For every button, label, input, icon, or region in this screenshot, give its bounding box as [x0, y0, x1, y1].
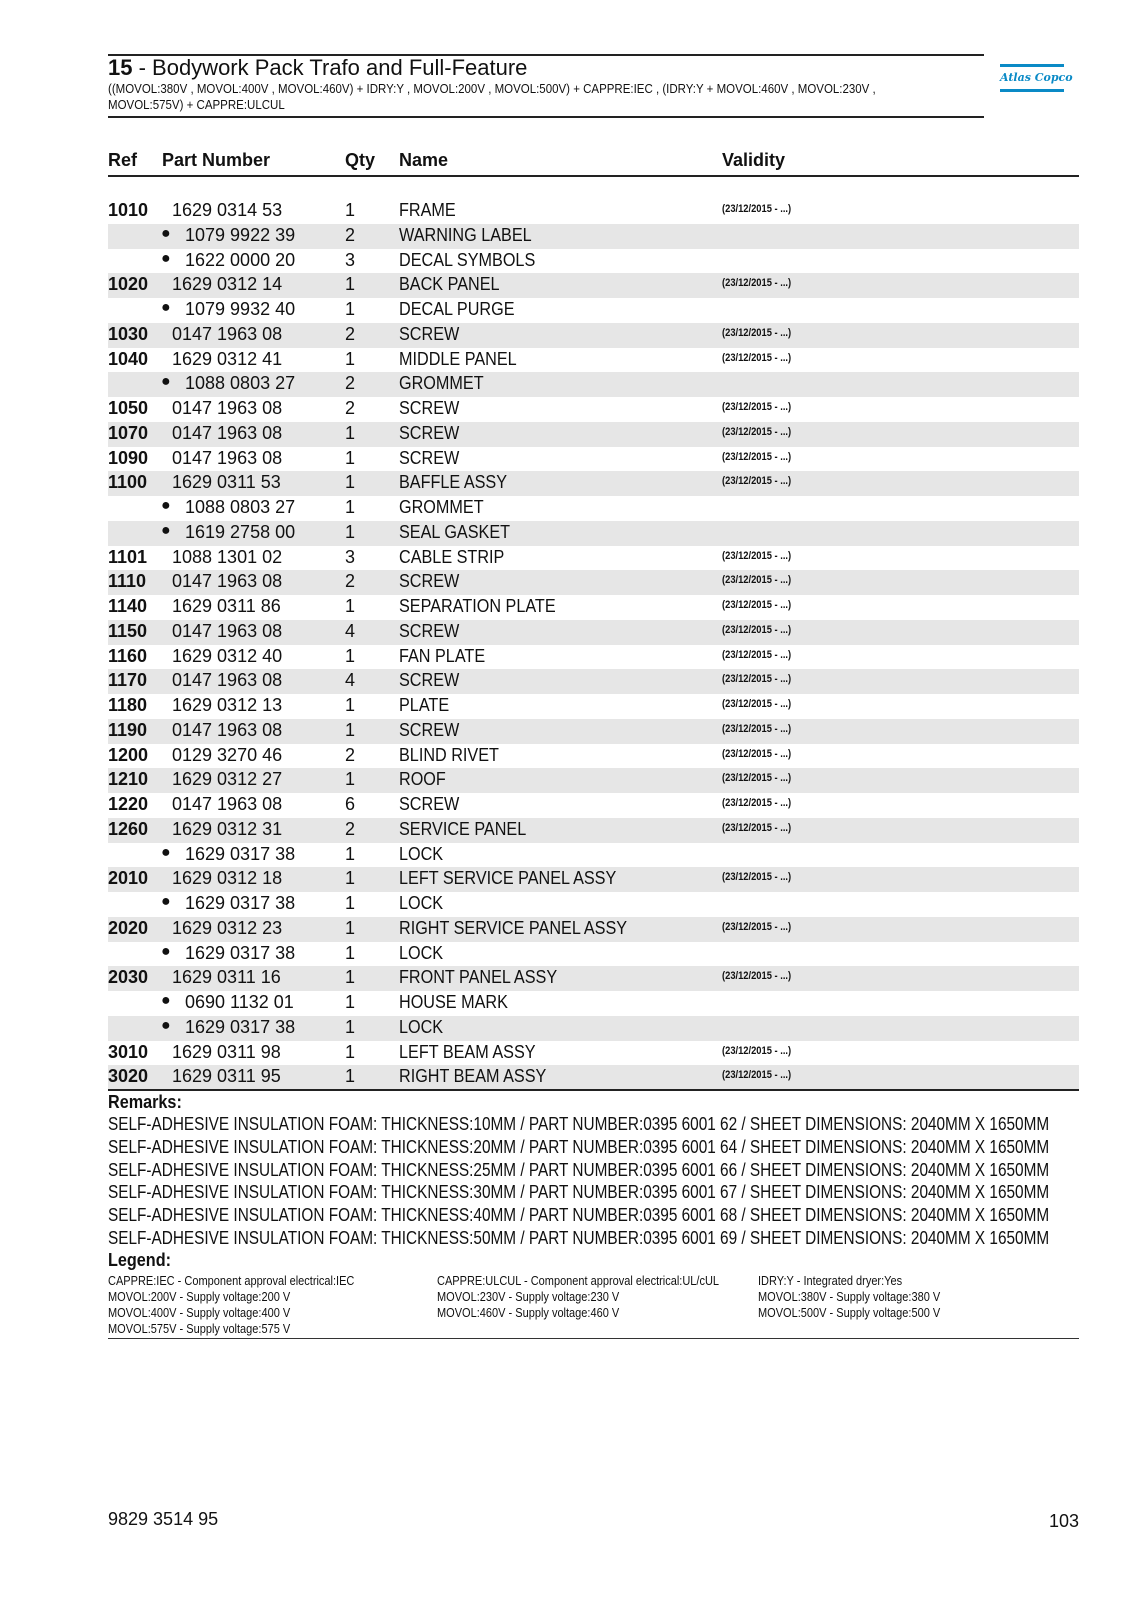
part-row [108, 422, 1079, 447]
document-number: 9829 3514 95 [108, 1509, 219, 1529]
qty-cell: 1 [345, 1066, 356, 1087]
part-number-cell: 1629 0312 41 [172, 348, 283, 369]
part-number-cell: 0147 1963 08 [172, 323, 283, 344]
qty-cell: 1 [345, 719, 356, 740]
parts-table [108, 199, 1079, 1090]
name-cell: HOUSE MARK [399, 992, 508, 1012]
legend-item: MOVOL:500V - Supply voltage:500 V [758, 1306, 941, 1320]
part-row [108, 669, 1079, 694]
page-subtitle: ((MOVOL:380V , MOVOL:400V , MOVOL:460V) + IDRY:Y , MOVOL:200V , MOVOL:500V) + CAPPRE:IEC , (IDRY:Y + MOVOL:460V , MOVOL:230V , MOVOL:575V) + CAPPRE:ULCUL [108, 82, 876, 112]
name-cell: LOCK [399, 893, 444, 913]
part-number-cell: 1629 0312 23 [172, 917, 283, 938]
part-number-cell: 0147 1963 08 [172, 422, 283, 443]
sub-part-row [108, 521, 1079, 546]
sub-part-row [108, 942, 1079, 967]
validity-cell: (23/12/2015 - ...) [722, 722, 792, 735]
validity-cell: (23/12/2015 - ...) [722, 203, 792, 215]
part-row [108, 595, 1079, 620]
sub-part-row [108, 496, 1079, 521]
sub-part-row [108, 1016, 1079, 1041]
part-number-cell: 1622 0000 20 [185, 249, 296, 270]
name-cell: GROMMET [399, 373, 484, 394]
sub-part-row [108, 249, 1079, 274]
bullet-icon: ● [161, 1016, 171, 1034]
part-row [108, 694, 1079, 719]
col-header-ref: Ref [108, 150, 138, 170]
part-row [108, 744, 1079, 769]
qty-cell: 1 [345, 992, 356, 1012]
ref-cell: 1020 [108, 274, 149, 295]
header-bottom-rule [108, 116, 984, 118]
part-row [108, 546, 1079, 571]
part-row [108, 966, 1079, 991]
qty-cell: 1 [345, 1041, 356, 1062]
col-header-name: Name [399, 150, 449, 170]
qty-cell: 1 [345, 447, 356, 468]
name-cell: SCREW [399, 447, 460, 468]
legend-item: MOVOL:230V - Supply voltage:230 V [437, 1290, 620, 1304]
part-row [108, 867, 1079, 892]
part-row [108, 471, 1079, 496]
name-cell: WARNING LABEL [399, 224, 532, 245]
ref-cell: 2020 [108, 917, 149, 938]
name-cell: DECAL PURGE [399, 299, 515, 319]
ref-cell: 1260 [108, 818, 149, 839]
part-number-cell: 0147 1963 08 [172, 447, 283, 468]
part-number-cell: 1088 0803 27 [185, 373, 296, 394]
qty-cell: 6 [345, 794, 356, 814]
part-number-cell: 1629 0311 16 [172, 967, 281, 988]
section-number: 15 [108, 55, 133, 80]
legend-item: MOVOL:460V - Supply voltage:460 V [437, 1306, 620, 1320]
name-cell: CABLE STRIP [399, 546, 505, 567]
ref-cell: 1070 [108, 422, 149, 443]
part-row [108, 397, 1079, 422]
part-number-cell: 0147 1963 08 [172, 719, 283, 740]
validity-cell: (23/12/2015 - ...) [722, 599, 792, 611]
qty-cell: 1 [345, 769, 356, 790]
validity-cell: (23/12/2015 - ...) [722, 326, 792, 339]
remarks-list [108, 1114, 1108, 1251]
part-number-cell: 0147 1963 08 [172, 571, 283, 592]
qty-cell: 1 [345, 942, 356, 963]
name-cell: FRAME [399, 200, 456, 220]
validity-cell: (23/12/2015 - ...) [722, 673, 792, 686]
remark-line: SELF-ADHESIVE INSULATION FOAM: THICKNESS:50MM / PART NUMBER:0395 6001 69 / SHEET DIMENSIONS: 2040MM X 1650MM [108, 1227, 1050, 1248]
ref-cell: 1050 [108, 398, 149, 418]
part-row [108, 1065, 1079, 1090]
name-cell: RIGHT BEAM ASSY [399, 1066, 547, 1087]
validity-cell: (23/12/2015 - ...) [722, 772, 792, 785]
ref-cell: 1100 [108, 472, 148, 493]
legend-bottom-rule [108, 1338, 1079, 1339]
qty-cell: 1 [345, 868, 356, 889]
atlas-copco-logo [1000, 64, 1073, 92]
name-cell: RIGHT SERVICE PANEL ASSY [399, 917, 628, 938]
qty-cell: 1 [345, 645, 356, 666]
name-cell: SERVICE PANEL [399, 818, 527, 839]
name-cell: LOCK [399, 843, 444, 864]
part-number-cell: 1629 0311 86 [172, 596, 281, 616]
part-number-cell: 1079 9922 39 [185, 224, 296, 245]
part-number-cell: 0147 1963 08 [172, 794, 283, 814]
name-cell: SCREW [399, 719, 460, 740]
qty-cell: 3 [345, 546, 356, 567]
part-row [108, 323, 1079, 348]
part-row [108, 620, 1079, 645]
ref-cell: 1090 [108, 447, 149, 468]
part-number-cell: 0690 1132 01 [185, 992, 294, 1012]
remark-line: SELF-ADHESIVE INSULATION FOAM: THICKNESS:40MM / PART NUMBER:0395 6001 68 / SHEET DIMENSIONS: 2040MM X 1650MM [108, 1205, 1050, 1226]
validity-cell: (23/12/2015 - ...) [722, 821, 792, 834]
ref-cell: 1180 [108, 695, 148, 715]
part-number-cell: 1629 0317 38 [185, 893, 296, 913]
col-header-part-number: Part Number [162, 150, 271, 170]
legend-item: MOVOL:380V - Supply voltage:380 V [758, 1290, 941, 1304]
part-row [108, 447, 1079, 472]
part-number-cell: 0147 1963 08 [172, 670, 283, 691]
part-row [108, 719, 1079, 744]
name-cell: SCREW [399, 422, 460, 443]
remark-line: SELF-ADHESIVE INSULATION FOAM: THICKNESS:20MM / PART NUMBER:0395 6001 64 / SHEET DIMENSIONS: 2040MM X 1650MM [108, 1136, 1050, 1157]
sub-part-row [108, 991, 1079, 1016]
validity-cell: (23/12/2015 - ...) [722, 970, 792, 983]
validity-cell: (23/12/2015 - ...) [722, 549, 792, 562]
ref-cell: 1101 [108, 546, 148, 567]
validity-cell: (23/12/2015 - ...) [722, 475, 792, 488]
validity-cell: (23/12/2015 - ...) [722, 450, 792, 463]
sub-part-row [108, 372, 1079, 397]
part-row [108, 199, 1079, 224]
part-number-cell: 0147 1963 08 [172, 620, 283, 641]
name-cell: SCREW [399, 670, 460, 691]
ref-cell: 3020 [108, 1066, 149, 1087]
ref-cell: 2030 [108, 967, 149, 988]
name-cell: PLATE [399, 695, 450, 715]
part-number-cell: 0147 1963 08 [172, 398, 283, 418]
ref-cell: 2010 [108, 868, 149, 889]
part-number-cell: 1629 0317 38 [185, 843, 296, 864]
name-cell: DECAL SYMBOLS [399, 249, 536, 270]
qty-cell: 2 [345, 323, 356, 344]
part-number-cell: 1629 0312 14 [172, 274, 283, 295]
part-row [108, 645, 1079, 670]
name-cell: FRONT PANEL ASSY [399, 967, 558, 988]
ref-cell: 1010 [108, 200, 149, 220]
qty-cell: 1 [345, 521, 356, 542]
name-cell: SCREW [399, 620, 460, 641]
qty-cell: 2 [345, 818, 356, 839]
ref-cell: 1160 [108, 645, 148, 666]
bullet-icon: ● [161, 843, 171, 861]
validity-cell: (23/12/2015 - ...) [722, 1044, 792, 1057]
validity-cell: (23/12/2015 - ...) [722, 920, 792, 933]
name-cell: SCREW [399, 794, 460, 814]
page-title [108, 55, 527, 81]
part-row [108, 768, 1079, 793]
qty-cell: 1 [345, 274, 356, 295]
qty-cell: 2 [345, 373, 356, 394]
legend-item: MOVOL:400V - Supply voltage:400 V [108, 1306, 291, 1320]
part-number-cell: 1629 0311 98 [172, 1041, 281, 1062]
remark-line: SELF-ADHESIVE INSULATION FOAM: THICKNESS:30MM / PART NUMBER:0395 6001 67 / SHEET DIMENSIONS: 2040MM X 1650MM [108, 1182, 1050, 1203]
validity-cell: (23/12/2015 - ...) [722, 648, 792, 661]
qty-cell: 1 [345, 422, 356, 443]
part-row [108, 917, 1079, 942]
legend-item: CAPPRE:IEC - Component approval electrical:IEC [108, 1274, 355, 1288]
legend-item: MOVOL:575V - Supply voltage:575 V [108, 1322, 291, 1336]
bullet-icon: ● [161, 224, 171, 242]
part-number-cell: 1629 0312 40 [172, 645, 283, 666]
sub-part-row [108, 224, 1079, 249]
part-number-cell: 1629 0317 38 [185, 942, 296, 963]
qty-cell: 1 [345, 967, 356, 988]
part-number-cell: 1629 0312 13 [172, 695, 283, 715]
qty-cell: 2 [345, 571, 356, 592]
bullet-icon: ● [161, 942, 171, 960]
legend-item: CAPPRE:ULCUL - Component approval electrical:UL/cUL [437, 1274, 720, 1288]
validity-cell: (23/12/2015 - ...) [722, 1069, 792, 1082]
name-cell: LOCK [399, 1016, 444, 1037]
sub-part-row [108, 892, 1079, 917]
part-number-cell: 0129 3270 46 [172, 744, 283, 765]
qty-cell: 4 [345, 670, 356, 691]
part-number-cell: 1629 0311 95 [172, 1066, 281, 1087]
name-cell: ROOF [399, 769, 446, 790]
ref-cell: 1170 [108, 670, 148, 691]
ref-cell: 1110 [108, 571, 147, 592]
ref-cell: 1040 [108, 348, 149, 369]
name-cell: LOCK [399, 942, 444, 963]
name-cell: GROMMET [399, 497, 484, 517]
part-number-cell: 1629 0314 53 [172, 200, 283, 220]
ref-cell: 1150 [108, 620, 148, 641]
ref-cell: 3010 [108, 1041, 149, 1062]
part-number-cell: 1088 1301 02 [172, 546, 283, 567]
validity-cell: (23/12/2015 - ...) [722, 747, 792, 760]
bullet-icon: ● [161, 992, 171, 1009]
legend-title: Legend: [108, 1250, 171, 1270]
part-number-cell: 1088 0803 27 [185, 497, 296, 517]
part-row [108, 273, 1079, 298]
name-cell: LEFT SERVICE PANEL ASSY [399, 868, 617, 889]
col-header-qty: Qty [345, 150, 376, 170]
name-cell: SCREW [399, 323, 460, 344]
legend-item: MOVOL:200V - Supply voltage:200 V [108, 1290, 291, 1304]
qty-cell: 2 [345, 224, 356, 245]
bullet-icon: ● [161, 497, 171, 514]
part-number-cell: 1629 0312 18 [172, 868, 283, 889]
name-cell: SCREW [399, 398, 460, 418]
remark-line: SELF-ADHESIVE INSULATION FOAM: THICKNESS:10MM / PART NUMBER:0395 6001 62 / SHEET DIMENSIONS: 2040MM X 1650MM [108, 1114, 1050, 1134]
legend-item: IDRY:Y - Integrated dryer:Yes [758, 1274, 903, 1288]
validity-cell: (23/12/2015 - ...) [722, 574, 792, 587]
validity-cell: (23/12/2015 - ...) [722, 623, 792, 636]
bullet-icon: ● [161, 249, 171, 267]
table-bottom-rule [108, 1089, 1079, 1091]
validity-cell: (23/12/2015 - ...) [722, 871, 792, 884]
name-cell: BACK PANEL [399, 274, 500, 295]
name-cell: BAFFLE ASSY [399, 472, 508, 493]
qty-cell: 1 [345, 348, 356, 369]
qty-cell: 1 [345, 893, 356, 913]
qty-cell: 1 [345, 917, 356, 938]
qty-cell: 2 [345, 744, 356, 765]
qty-cell: 1 [345, 695, 356, 715]
validity-cell: (23/12/2015 - ...) [722, 401, 792, 413]
ref-cell: 1190 [108, 719, 148, 740]
name-cell: FAN PLATE [399, 645, 486, 666]
name-cell: SCREW [399, 571, 460, 592]
logo-text: Atlas Copco [1000, 71, 1073, 84]
qty-cell: 1 [345, 497, 356, 517]
part-row [108, 570, 1079, 595]
logo-top-bar [1000, 64, 1064, 67]
validity-cell: (23/12/2015 - ...) [722, 698, 792, 710]
part-row [108, 818, 1079, 843]
section-title: - Bodywork Pack Trafo and Full-Feature [132, 55, 528, 80]
part-number-cell: 1629 0311 53 [172, 472, 281, 493]
qty-cell: 2 [345, 398, 356, 418]
validity-cell: (23/12/2015 - ...) [722, 277, 792, 290]
part-number-cell: 1079 9932 40 [185, 299, 296, 319]
remarks-title: Remarks: [108, 1092, 182, 1112]
part-number-cell: 1629 0312 31 [172, 818, 283, 839]
name-cell: SEAL GASKET [399, 521, 511, 542]
name-cell: LEFT BEAM ASSY [399, 1041, 536, 1062]
part-row [108, 1041, 1079, 1066]
name-cell: MIDDLE PANEL [399, 348, 517, 369]
qty-cell: 1 [345, 200, 356, 220]
qty-cell: 1 [345, 843, 356, 864]
qty-cell: 1 [345, 472, 356, 493]
bullet-icon: ● [161, 521, 171, 539]
qty-cell: 1 [345, 1016, 356, 1037]
part-row [108, 793, 1079, 818]
ref-cell: 1200 [108, 744, 149, 765]
validity-cell: (23/12/2015 - ...) [722, 351, 792, 364]
logo-bottom-bar [1000, 89, 1064, 92]
bullet-icon: ● [161, 299, 171, 316]
col-header-rule [108, 175, 1079, 177]
validity-cell: (23/12/2015 - ...) [722, 797, 792, 809]
bullet-icon: ● [161, 373, 171, 391]
remark-line: SELF-ADHESIVE INSULATION FOAM: THICKNESS:25MM / PART NUMBER:0395 6001 66 / SHEET DIMENSIONS: 2040MM X 1650MM [108, 1159, 1050, 1180]
validity-cell: (23/12/2015 - ...) [722, 425, 792, 438]
qty-cell: 4 [345, 620, 356, 641]
qty-cell: 1 [345, 299, 356, 319]
page-number: 103 [1049, 1511, 1080, 1531]
ref-cell: 1210 [108, 769, 149, 790]
part-number-cell: 1629 0317 38 [185, 1016, 296, 1037]
sub-part-row [108, 843, 1079, 868]
part-number-cell: 1629 0312 27 [172, 769, 283, 790]
name-cell: SEPARATION PLATE [399, 596, 556, 616]
part-row [108, 348, 1079, 373]
ref-cell: 1220 [108, 794, 149, 814]
ref-cell: 1030 [108, 323, 149, 344]
qty-cell: 3 [345, 249, 356, 270]
col-header-validity: Validity [722, 150, 786, 170]
sub-part-row [108, 298, 1079, 323]
name-cell: BLIND RIVET [399, 744, 499, 765]
bullet-icon: ● [161, 893, 171, 910]
qty-cell: 1 [345, 596, 356, 616]
part-number-cell: 1619 2758 00 [185, 521, 296, 542]
ref-cell: 1140 [108, 596, 148, 616]
